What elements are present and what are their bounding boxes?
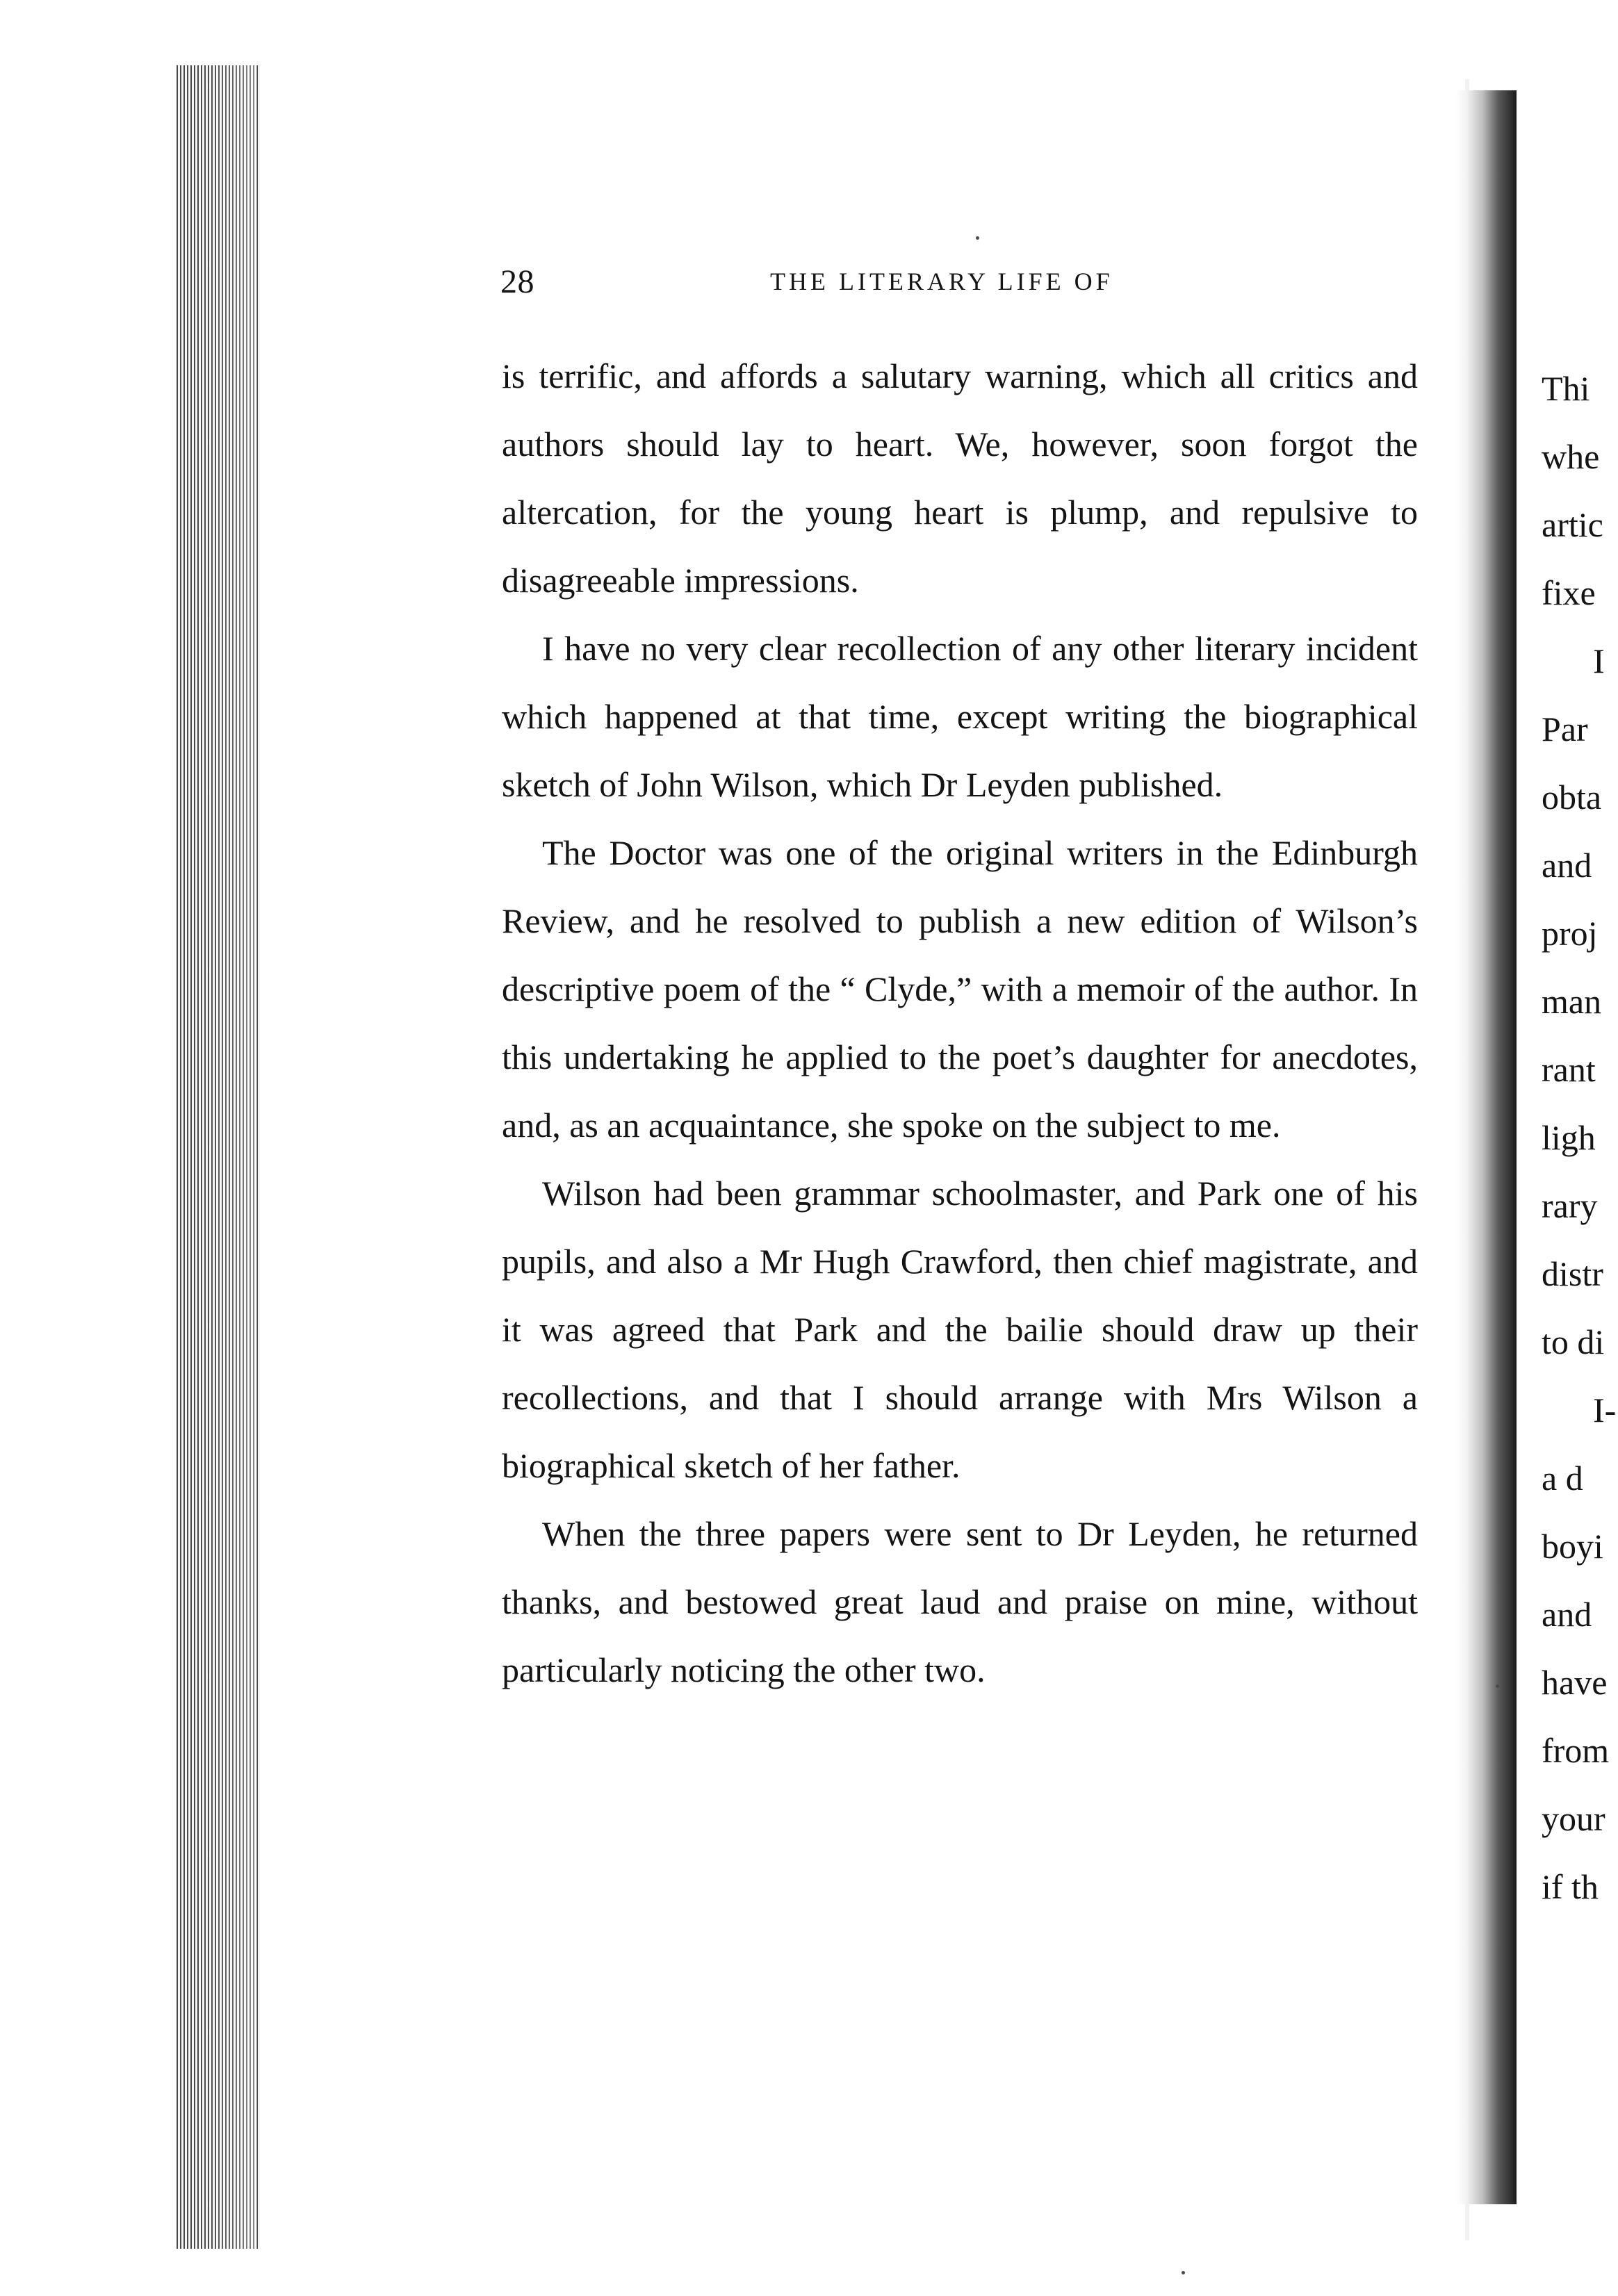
right-line-19: and xyxy=(1542,1595,1592,1634)
page-header xyxy=(500,263,1425,318)
running-head: THE LITERARY LIFE OF xyxy=(770,268,1113,295)
right-line-7: obta xyxy=(1542,778,1602,817)
page-body-text xyxy=(502,342,1418,1704)
paragraph-1: is terrific, and affords a salutary warning, which all critics and authors should lay to heart. We, however, soon forgot the altercation, for the young heart is plump, and repulsive to disagreeable impressions. xyxy=(502,356,1418,600)
page-number: 28 xyxy=(500,263,534,300)
right-line-16: I- xyxy=(1593,1391,1617,1429)
right-line-22: your xyxy=(1542,1799,1605,1838)
right-line-17: a d xyxy=(1542,1459,1583,1498)
right-line-14: distr xyxy=(1542,1254,1603,1293)
right-line-13: rary xyxy=(1542,1186,1598,1225)
right-line-11: rant xyxy=(1542,1050,1596,1089)
right-line-6: Par xyxy=(1542,710,1588,748)
right-line-21: from xyxy=(1542,1731,1610,1770)
right-line-9: proj xyxy=(1542,914,1598,953)
book-gutter xyxy=(1455,90,1517,2204)
paragraph-4: Wilson had been grammar schoolmaster, and Park one of his pupils, and also a Mr Hugh Crawford, then chief magistrate, and it was agreed that Park and the bailie should draw up their recollections, and that I should arrange with Mrs Wilson a biographical sketch of her father. xyxy=(502,1174,1418,1485)
scan-speck xyxy=(976,236,979,240)
page-edge-highlight xyxy=(209,65,257,2249)
right-line-3: artic xyxy=(1542,505,1603,544)
right-line-10: man xyxy=(1542,982,1602,1021)
right-line-5: I xyxy=(1593,641,1605,680)
scan-speck xyxy=(1496,1684,1499,1688)
paragraph-2: I have no very clear recollection of any other literary incident which happened at that time, except writing the biographical sketch of John Wilson, which Dr Leyden published. xyxy=(502,629,1418,804)
right-line-2: whe xyxy=(1542,437,1600,476)
right-line-20: have xyxy=(1542,1663,1608,1702)
right-line-12: ligh xyxy=(1542,1118,1596,1157)
right-page-cropped-text xyxy=(1542,354,1618,1921)
right-line-1: Thi xyxy=(1542,369,1590,408)
right-line-4: fixe xyxy=(1542,573,1596,612)
right-line-18: boyi xyxy=(1542,1527,1603,1566)
right-line-15: to di xyxy=(1542,1322,1605,1361)
right-line-8: and xyxy=(1542,846,1592,885)
paragraph-3: The Doctor was one of the original writers in the Edinburgh Review, and he resolved to publish a new edition of Wilson’s descriptive poem of the “ Clyde,” with a memoir of the author. In this undertaking he applied to the poet’s daughter for anecdotes, and, as an acquaintance, she spoke on the subject to me. xyxy=(502,833,1418,1145)
paragraph-5: When the three papers were sent to Dr Leyden, he returned thanks, and bestowed great laud and praise on mine, without particularly noticing the other two. xyxy=(502,1514,1418,1689)
right-line-23: if th xyxy=(1542,1867,1599,1906)
scan-speck xyxy=(1182,2271,1185,2274)
